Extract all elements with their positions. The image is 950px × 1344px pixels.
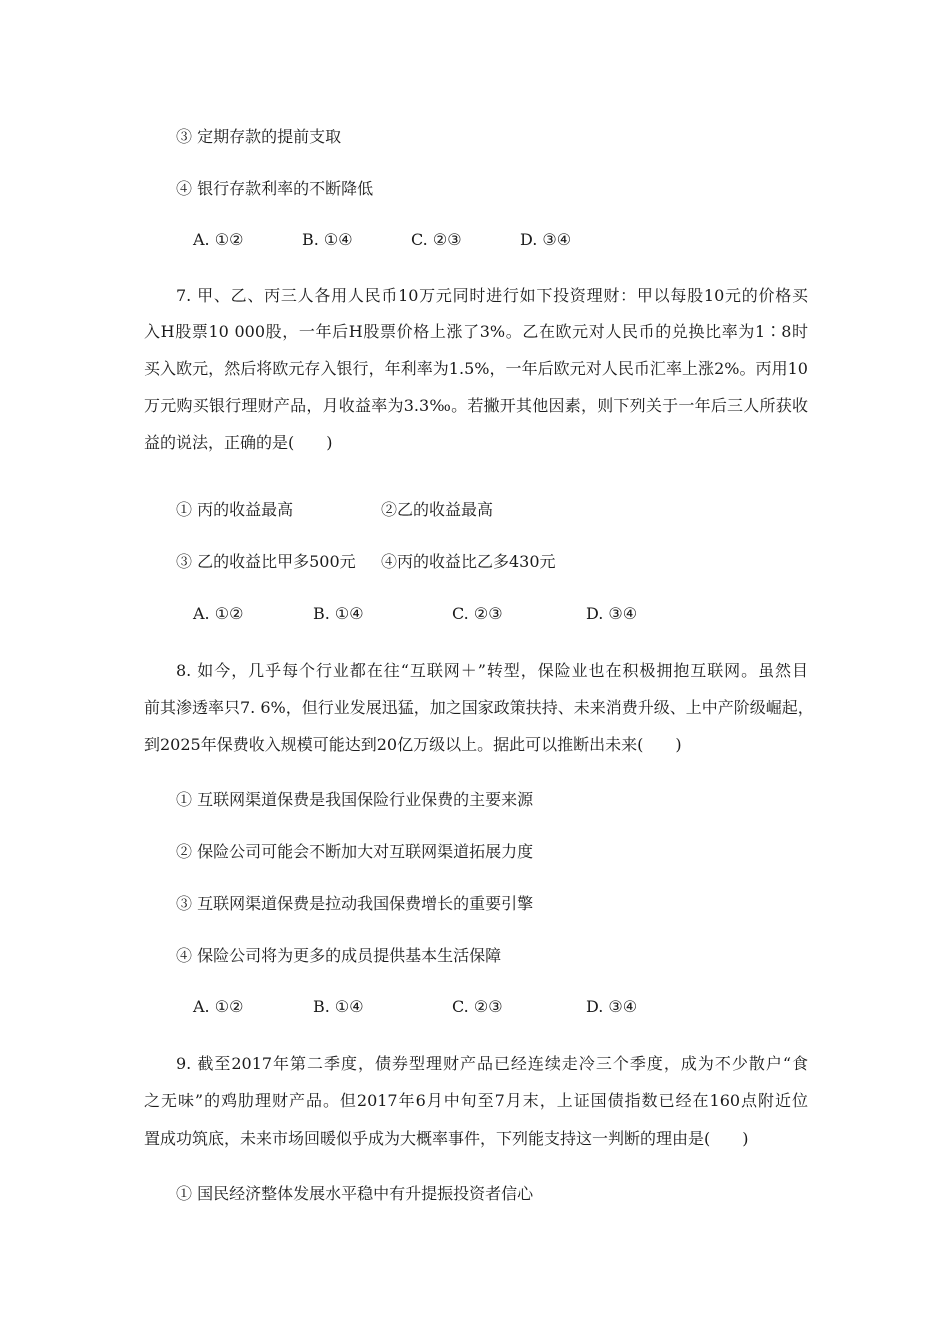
q7-item-1: ① 丙的收益最高 (176, 500, 294, 519)
q8-item-1: ① 互联网渠道保费是我国保险行业保费的主要来源 (176, 790, 534, 809)
q8-stem-line: 8. 如今，几乎每个行业都在往“互联网＋”转型，保险业也在积极拥抱互联网。虽然目 (176, 661, 808, 680)
q9-stem-line: 置成功筑底，未来市场回暖似乎成为大概率事件，下列能支持这一判断的理由是( ) (144, 1129, 749, 1148)
q6-item-4: ④ 银行存款利率的不断降低 (176, 179, 374, 198)
q9-item-1: ① 国民经济整体发展水平稳中有升提振投资者信心 (176, 1184, 534, 1203)
q7-item-3: ③ 乙的收益比甲多500元 (176, 552, 356, 571)
q7-stem-line: 7. 甲、乙、丙三人各用人民币10万元同时进行如下投资理财：甲以每股10元的价格买 (176, 286, 808, 305)
q7-option-b: B. ①④ (313, 604, 364, 623)
q7-stem-line: 万元购买银行理财产品，月收益率为3.3‰。若撇开其他因素，则下列关于一年后三人所获收 (144, 396, 808, 415)
q7-option-d: D. ③④ (586, 604, 638, 623)
q8-option-d: D. ③④ (586, 997, 638, 1016)
q6-option-a: A. ①② (193, 230, 244, 249)
q8-option-b: B. ①④ (313, 997, 364, 1016)
q8-option-c: C. ②③ (452, 997, 503, 1016)
q7-stem-line: 买入欧元，然后将欧元存入银行，年利率为1.5%，一年后欧元对人民币汇率上涨2%。丙用10 (144, 359, 808, 378)
q7-option-c: C. ②③ (452, 604, 503, 623)
q8-item-4: ④ 保险公司将为更多的成员提供基本生活保障 (176, 946, 502, 965)
q7-item-2: ②乙的收益最高 (381, 500, 494, 519)
q6-option-c: C. ②③ (411, 230, 462, 249)
q6-item-3: ③ 定期存款的提前支取 (176, 127, 342, 146)
q7-stem-line: 入H股票10 000股，一年后H股票价格上涨了3%。乙在欧元对人民币的兑换比率为1∶8时 (144, 322, 808, 341)
q7-item-4: ④丙的收益比乙多430元 (381, 552, 556, 571)
q8-item-2: ② 保险公司可能会不断加大对互联网渠道拓展力度 (176, 842, 534, 861)
q8-option-a: A. ①② (193, 997, 244, 1016)
q7-option-a: A. ①② (193, 604, 244, 623)
q9-stem-line: 9. 截至2017年第二季度，债券型理财产品已经连续走冷三个季度，成为不少散户“食 (176, 1054, 808, 1073)
q7-stem-line: 益的说法，正确的是( ) (144, 433, 333, 452)
q8-stem-line: 到2025年保费收入规模可能达到20亿万级以上。据此可以推断出未来( ) (144, 735, 682, 754)
q8-item-3: ③ 互联网渠道保费是拉动我国保费增长的重要引擎 (176, 894, 534, 913)
q6-option-b: B. ①④ (302, 230, 353, 249)
q9-stem-line: 之无味”的鸡肋理财产品。但2017年6月中旬至7月末，上证国债指数已经在160点附近位 (144, 1091, 808, 1110)
q8-stem-line: 前其渗透率只7. 6%，但行业发展迅猛，加之国家政策扶持、未来消费升级、上中产阶级崛起， (144, 698, 814, 717)
q6-option-d: D. ③④ (520, 230, 572, 249)
